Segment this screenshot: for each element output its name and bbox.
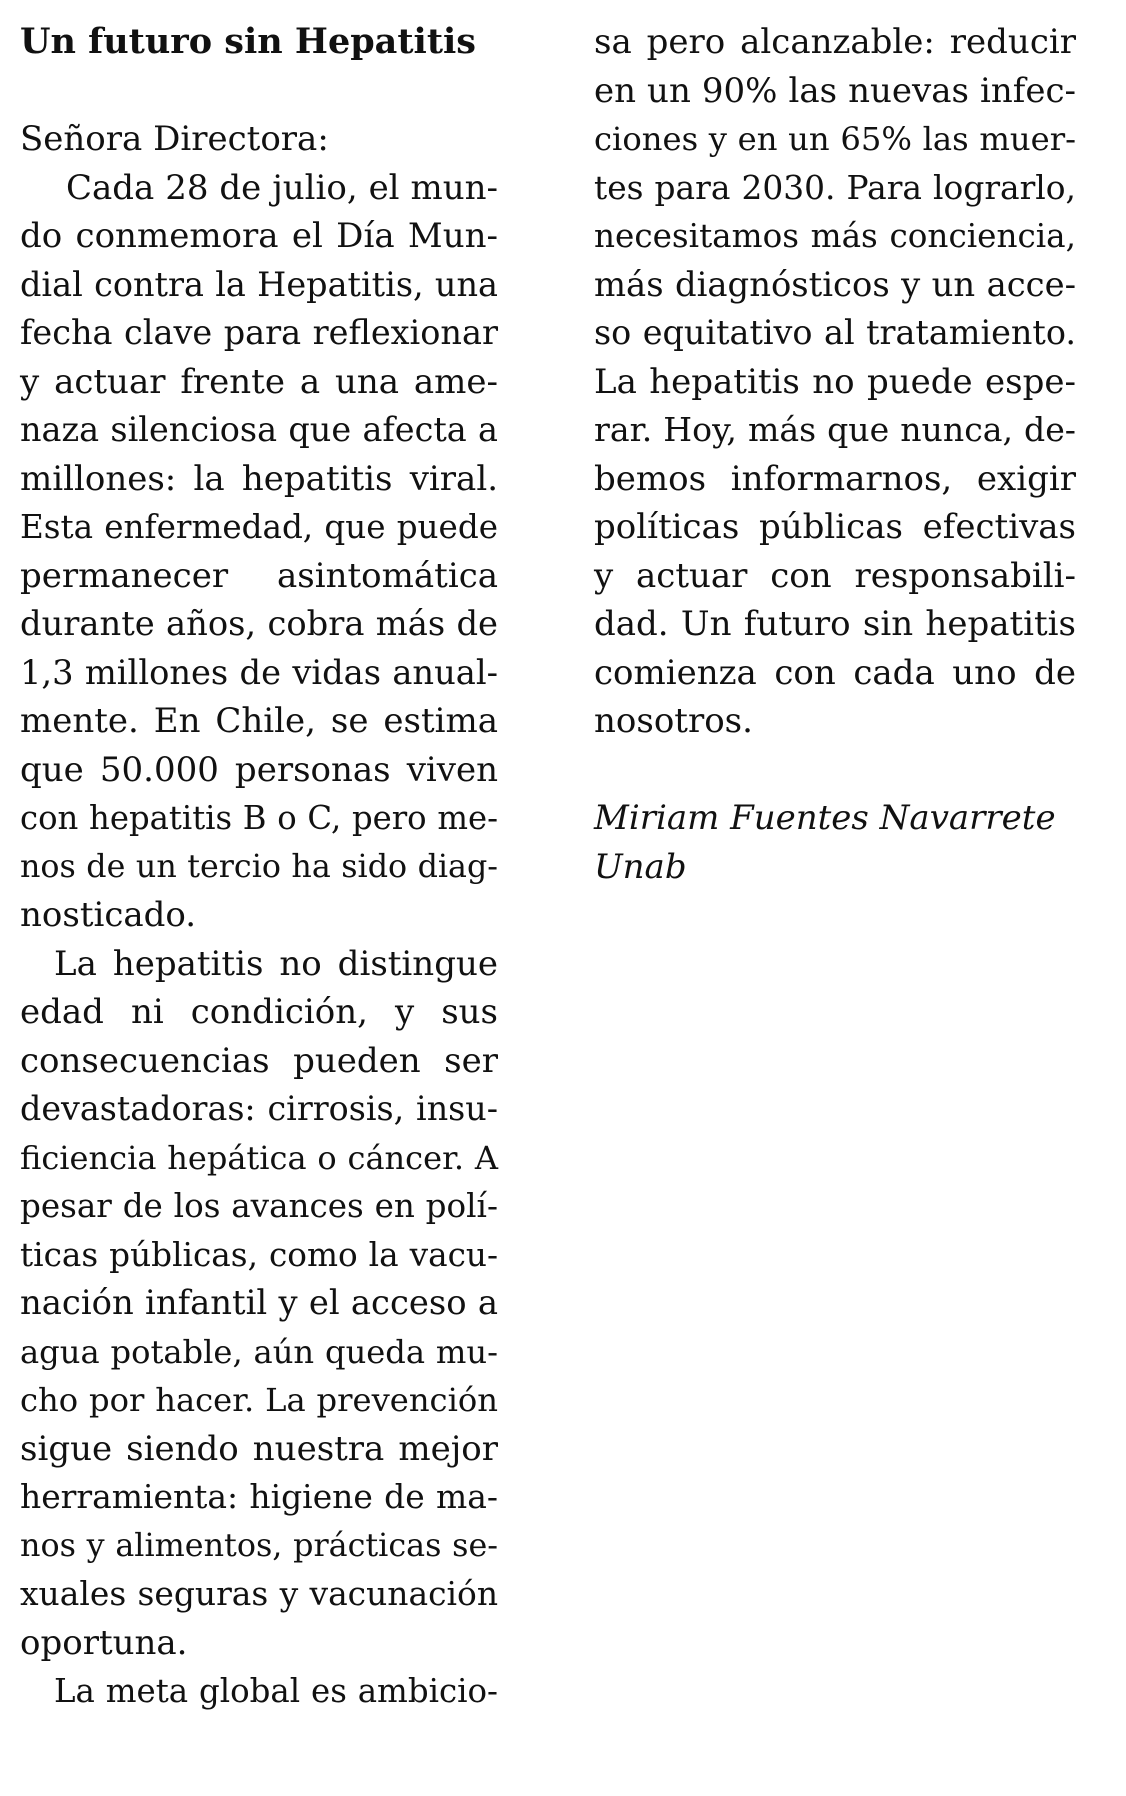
text-line: rar. Hoy, más que nunca, de- <box>594 410 1076 449</box>
text-line: nos de un tercio ha sido diag- <box>20 848 498 885</box>
text-line: pesar de los avances en polí- <box>20 1187 498 1225</box>
signature-name: Miriam Fuentes Navarrete <box>594 798 1056 838</box>
text-line: so equitativo al tratamiento. <box>594 313 1076 352</box>
text-line: naza silenciosa que afecta a <box>20 410 498 449</box>
text-line: fecha clave para reflexionar <box>20 313 498 352</box>
text-line: dad. Un futuro sin hepatitis <box>594 604 1076 644</box>
text-line: que 50.000 personas viven <box>20 749 498 790</box>
letter-body-left <box>20 164 498 1716</box>
text-line: sigue siendo nuestra mejor <box>20 1428 498 1469</box>
text-line: consecuencias pueden ser <box>20 1040 498 1081</box>
text-line: nosticado. <box>20 895 197 935</box>
text-line: do conmemora el Día Mun- <box>20 216 498 256</box>
text-line: sa pero alcanzable: reducir <box>594 22 1076 62</box>
text-line: oportuna. <box>20 1622 188 1663</box>
left-column <box>20 18 498 1716</box>
letter-body-right <box>594 18 1076 746</box>
text-line: herramienta: higiene de ma- <box>20 1477 498 1516</box>
text-line: en un 90% las nuevas infec- <box>594 70 1076 111</box>
text-line: millones: la hepatitis viral. <box>20 458 498 499</box>
text-line: Cada 28 de julio, el mun- <box>66 167 498 208</box>
text-line: permanecer asintomática <box>20 555 498 596</box>
salutation: Señora Directora: <box>20 119 329 159</box>
text-line: 1,3 millones de vidas anual- <box>20 652 498 692</box>
text-line: devastadoras: cirrosis, insu- <box>20 1089 498 1128</box>
right-column <box>594 18 1076 891</box>
text-line: ciones y en un 65% las muer- <box>594 120 1076 158</box>
text-line: cho por hacer. La prevención <box>20 1381 498 1419</box>
text-line: ticas públicas, como la vacu- <box>20 1235 498 1274</box>
text-line: comienza con cada uno de <box>594 652 1076 693</box>
text-line: con hepatitis B o C, pero me- <box>20 799 498 837</box>
spacer <box>594 746 1076 795</box>
text-line: y actuar frente a una ame- <box>20 361 498 402</box>
text-line: políticas públicas efectivas <box>594 507 1076 547</box>
text-line: edad ni condición, y sus <box>20 992 498 1032</box>
text-line: La meta global es ambicio- <box>54 1672 498 1710</box>
signature-affiliation: Unab <box>594 846 687 887</box>
text-line: La hepatitis no puede espe- <box>594 361 1076 402</box>
text-line: durante años, cobra más de <box>20 604 498 643</box>
spacer <box>20 67 498 116</box>
text-line: nosotros. <box>594 701 753 741</box>
text-line: necesitamos más conciencia, <box>594 217 1076 255</box>
text-line: mente. En Chile, se estima <box>20 701 498 741</box>
letter-title: Un futuro sin Hepatitis <box>20 21 476 62</box>
text-line: y actuar con responsabili- <box>594 555 1076 596</box>
text-line: ficiencia hepática o cáncer. A <box>20 1138 498 1177</box>
text-line: más diagnósticos y un acce- <box>594 264 1076 304</box>
text-line: nos y alimentos, prácticas se- <box>20 1526 498 1564</box>
text-line: dial contra la Hepatitis, una <box>20 264 498 304</box>
text-line: nación infantil y el acceso a <box>20 1283 498 1322</box>
text-line: tes para 2030. Para lograrlo, <box>594 168 1076 207</box>
text-line: xuales seguras y vacunación <box>20 1574 498 1613</box>
text-line: agua potable, aún queda mu- <box>20 1332 498 1371</box>
text-line: bemos informarnos, exigir <box>594 458 1076 499</box>
text-line: La hepatitis no distingue <box>54 943 498 984</box>
text-line: Esta enfermedad, que puede <box>20 508 498 546</box>
